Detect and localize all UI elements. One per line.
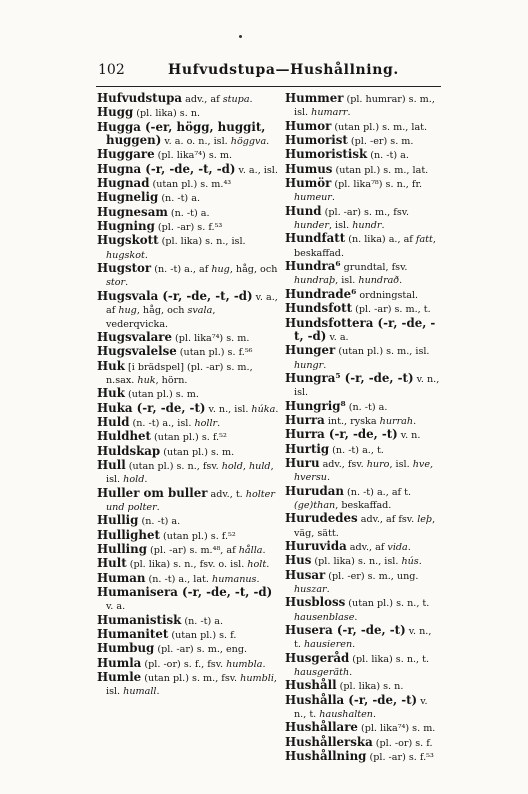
dictionary-entry <box>97 543 280 557</box>
dictionary-entry <box>285 694 441 722</box>
entry-grammar: (utan pl.) s. n., fsv. <box>125 460 222 472</box>
entry-headword: Husar <box>285 567 326 582</box>
dictionary-entry <box>97 402 280 416</box>
entry-grammar: (n. -t) a., lat. <box>145 573 213 585</box>
entry-grammar: (utan pl.) s. m., isl. <box>335 346 430 358</box>
entry-text: . <box>144 474 148 486</box>
entry-headword: Hus <box>285 553 312 568</box>
entry-headword: Hummer <box>285 91 344 105</box>
entry-etymology: leþ <box>417 514 433 526</box>
entry-text: . <box>156 501 160 513</box>
entry-grammar: (utan pl.) s. f. <box>168 630 237 642</box>
entry-text: . <box>256 573 260 585</box>
entry-grammar: (pl. -ar) s. m., t. <box>352 304 431 316</box>
entry-headword: Hushåll <box>285 678 337 693</box>
dictionary-entry <box>285 177 441 205</box>
dictionary-entry <box>285 624 441 652</box>
entry-etymology: humeur <box>294 192 332 204</box>
entry-text: . <box>349 667 353 679</box>
entry-grammar: (n. -t) a. <box>345 401 388 413</box>
right-column <box>285 92 441 765</box>
dictionary-entry <box>97 148 280 162</box>
entry-grammar: (utan pl.) s. m. <box>160 446 235 458</box>
entry-headword: Hugning <box>97 219 155 234</box>
entry-headword: Hungrig⁸ <box>285 398 346 413</box>
entry-etymology: stor <box>106 277 126 289</box>
entry-grammar: (pl. -er) s. m. <box>347 136 414 148</box>
dictionary-entry <box>97 206 280 220</box>
dictionary-entry <box>97 445 280 459</box>
entry-etymology: huld <box>249 460 271 472</box>
entry-grammar: v. n., isl. <box>205 403 252 415</box>
dictionary-entry <box>285 540 441 554</box>
entry-headword: Humör <box>285 176 332 191</box>
dictionary-entry <box>97 163 280 177</box>
entry-headword: Hurra <box>285 412 325 427</box>
entry-etymology: hurrah <box>379 415 414 427</box>
entry-etymology: huk <box>137 374 156 386</box>
entry-text: . <box>249 94 253 105</box>
entry-grammar: (utan pl.) s. m., lat. <box>332 164 429 176</box>
entry-headword: Hurtig <box>285 441 330 456</box>
entry-grammar: v. a., af <box>106 291 278 317</box>
dictionary-entry <box>97 191 280 205</box>
entry-headword: Hugnad <box>97 176 150 191</box>
entry-headword: Huld <box>97 414 130 429</box>
entry-text: . <box>399 275 403 287</box>
entry-grammar: (utan pl.) s. m., fsv. <box>141 673 241 685</box>
entry-etymology: hundrað <box>358 275 400 287</box>
entry-text: , isl. <box>389 458 413 470</box>
entry-etymology: hunder <box>294 220 329 232</box>
entry-text: . <box>407 542 411 553</box>
dictionary-entry <box>285 260 441 288</box>
entry-headword: Hulling <box>97 542 147 556</box>
dictionary-entry <box>97 657 280 671</box>
entry-grammar: (pl. lika) s. n., fsv. o. isl. <box>126 559 248 571</box>
entry-grammar: (n. -t) a., af t. <box>344 486 412 498</box>
entry-text: , beskaffad. <box>294 234 436 259</box>
entry-etymology: hålla <box>238 545 263 556</box>
dictionary-entry <box>97 557 280 571</box>
entry-grammar: (utan pl.) s. f.⁵² <box>159 530 236 542</box>
entry-etymology: haushalten <box>319 709 373 721</box>
entry-grammar: [i brädspel] (pl. -ar) s. m., n.sax. <box>106 361 253 386</box>
dictionary-entry <box>285 372 441 400</box>
dictionary-entry <box>97 642 280 656</box>
dictionary-entry <box>97 529 280 543</box>
dictionary-entry <box>97 345 280 359</box>
dictionary-entry <box>97 290 280 331</box>
entry-headword: Hund <box>285 203 322 218</box>
entry-headword: Hugnesam <box>97 204 168 219</box>
dictionary-entry <box>285 344 441 372</box>
entry-grammar: (utan pl.) s. m. <box>124 389 199 401</box>
entry-text: . <box>275 403 279 415</box>
entry-headword: Hugsvalelse <box>97 344 177 359</box>
dictionary-entry <box>285 457 441 485</box>
entry-headword: Humla <box>97 655 142 670</box>
entry-etymology: hold <box>123 474 145 486</box>
entry-headword: Huka (-r, -de, -t) <box>97 400 206 415</box>
entry-text: . <box>326 584 330 596</box>
entry-grammar: (n. -t) a. <box>167 207 210 219</box>
dictionary-entry <box>97 586 280 614</box>
entry-etymology: hold <box>221 460 243 472</box>
entry-text: . <box>372 709 377 721</box>
dictionary-entry <box>97 121 280 149</box>
entry-text: . <box>352 639 356 651</box>
entry-headword: Human <box>97 570 146 585</box>
dictionary-entry <box>285 302 441 316</box>
entry-headword: Humanistisk <box>97 612 182 627</box>
entry-grammar: (n. -t) a. <box>181 615 224 627</box>
entry-grammar: (pl. humrar) s. m., isl. <box>294 94 435 119</box>
entry-grammar: adv., fsv. <box>319 458 367 470</box>
entry-grammar: v. n., t. <box>294 695 428 721</box>
entry-etymology: hug <box>118 305 137 317</box>
dictionary-entry <box>97 514 280 528</box>
entry-etymology: humall <box>123 686 157 698</box>
dictionary-entry <box>285 443 441 457</box>
entry-headword: Humbug <box>97 641 155 656</box>
entry-grammar: (pl. lika⁷⁴) s. m. <box>154 150 233 162</box>
entry-text: . <box>266 559 270 571</box>
entry-grammar: (utan pl.) s. f.⁵² <box>151 432 227 444</box>
entry-headword: Hugsvalare <box>97 329 172 344</box>
dictionary-entry <box>97 106 280 120</box>
entry-headword: Hugskott <box>97 233 159 248</box>
dictionary-entry <box>97 92 280 106</box>
entry-grammar: (pl. -ar) s. m.⁴⁸, af <box>147 545 239 556</box>
entry-headword: Hullig <box>97 513 139 528</box>
entry-text: . <box>125 277 129 289</box>
entry-grammar: v. a., isl. <box>235 164 278 176</box>
entry-text: . <box>331 192 335 204</box>
entry-grammar: adv., t. <box>207 488 246 500</box>
entry-grammar: (n. -t) a. <box>138 516 181 528</box>
entry-headword: Hushållerska <box>285 734 373 749</box>
entry-grammar: grundtal, fsv. <box>340 262 408 274</box>
entry-headword: Huk <box>97 358 125 373</box>
entry-etymology: hundr <box>352 220 382 232</box>
entry-etymology: (ge)than <box>294 499 336 511</box>
entry-headword: Hurudedes <box>285 511 358 526</box>
entry-etymology: holter und polter <box>106 488 275 513</box>
dictionary-entry <box>97 459 280 487</box>
entry-etymology: hús <box>401 556 419 568</box>
page-header <box>98 62 442 82</box>
entry-headword: Hurra (-r, -de, -t) <box>285 427 398 442</box>
entry-headword: Huldhet <box>97 429 151 444</box>
entry-grammar: (n. lika) a., af <box>345 234 416 246</box>
entry-text: . <box>354 611 358 623</box>
entry-grammar: (pl. lika⁷⁴) s. m. <box>171 332 250 344</box>
entry-grammar: (pl. -or) s. f., fsv. <box>141 658 227 670</box>
dictionary-entry <box>285 400 441 414</box>
dictionary-entry <box>97 628 280 642</box>
dictionary-entry <box>97 614 280 628</box>
entry-text: , håg, och <box>229 264 278 276</box>
entry-grammar: ordningstal. <box>356 289 419 301</box>
dictionary-entry <box>97 360 280 388</box>
entry-text: . <box>418 556 422 568</box>
entry-etymology: húka <box>251 403 276 415</box>
entry-headword: Husera (-r, -de, -t) <box>285 623 406 638</box>
dictionary-entry <box>285 163 441 177</box>
header-rule <box>96 86 441 87</box>
left-column <box>97 92 280 699</box>
entry-text: . <box>262 545 266 556</box>
dictionary-entry <box>285 554 441 568</box>
entry-text: , isl. <box>106 460 274 486</box>
entry-etymology: höggva <box>230 136 267 148</box>
entry-headword: Humus <box>285 161 333 176</box>
entry-headword: Hunger <box>285 343 336 358</box>
entry-etymology: hug <box>211 264 230 276</box>
entry-text: . <box>217 417 221 429</box>
entry-grammar: (pl. -ar) s. f.⁵³ <box>366 752 434 764</box>
entry-headword: Hullighet <box>97 527 160 542</box>
entry-headword: Humle <box>97 670 142 685</box>
entry-etymology: hugskot <box>106 249 145 261</box>
entry-text: . <box>262 658 266 670</box>
entry-grammar: (pl. -er) s. m., ung. <box>325 570 419 582</box>
dictionary-entry <box>285 205 441 233</box>
entry-headword: Husgeråd <box>285 650 350 665</box>
entry-headword: Huldskap <box>97 443 161 458</box>
entry-etymology: humarr <box>311 107 348 119</box>
entry-text: , väg, sätt. <box>294 514 436 539</box>
ink-dot <box>239 35 242 38</box>
entry-headword: Hundrade⁶ <box>285 286 357 301</box>
entry-etymology: humbli <box>240 673 274 685</box>
entry-headword: Hundra⁶ <box>285 259 341 274</box>
entry-text: . <box>413 415 417 427</box>
entry-etymology: huro <box>366 458 390 470</box>
dictionary-entry <box>285 736 441 750</box>
entry-headword: Hult <box>97 556 127 571</box>
entry-text: . <box>326 472 331 484</box>
entry-text: , hörn. <box>155 374 188 386</box>
entry-headword: Hushållning <box>285 749 367 764</box>
entry-headword: Huru <box>285 455 320 470</box>
entry-etymology: hollr <box>194 417 218 429</box>
entry-text: . <box>156 686 160 698</box>
entry-etymology: huszar <box>294 584 327 596</box>
entry-etymology: hausenblase <box>294 611 355 623</box>
dictionary-entry <box>97 487 280 515</box>
dictionary-entry <box>285 721 441 735</box>
dictionary-entry <box>285 414 441 428</box>
dictionary-entry <box>97 416 280 430</box>
entry-headword: Humoristisk <box>285 147 368 162</box>
entry-headword: Hugg <box>97 105 134 120</box>
entry-grammar: (n. -t) a. <box>367 150 409 162</box>
entry-headword: Hufvudstupa <box>97 91 183 105</box>
dictionary-entry <box>285 485 441 513</box>
entry-headword: Huruvida <box>285 539 347 553</box>
entry-headword: Hundsfott <box>285 301 353 316</box>
entry-headword: Hurudan <box>285 483 344 498</box>
entry-text: . <box>266 136 270 148</box>
entry-etymology: hungr <box>294 359 324 371</box>
entry-etymology: hausieren <box>303 639 353 651</box>
dictionary-entry <box>285 652 441 680</box>
entry-grammar: (n. -t) a., t. <box>329 444 384 456</box>
entry-etymology: holt <box>247 559 267 571</box>
entry-grammar: (pl. -ar) s. m., eng. <box>154 644 248 656</box>
entry-grammar: (pl. lika⁷⁸) s. n., fr. <box>331 179 423 191</box>
entry-headword: Huk <box>97 386 125 401</box>
running-title: Hufvudstupa—Hushållning. <box>168 62 399 78</box>
entry-headword: Huller om buller <box>97 485 208 500</box>
entry-headword: Hugstor <box>97 261 152 276</box>
entry-text: . <box>323 359 327 371</box>
entry-headword: Hugna (-r, -de, -t, -d) <box>97 161 236 176</box>
entry-etymology: fatt <box>415 234 433 246</box>
entry-headword: Hungra⁵ (-r, -de, -t) <box>285 370 414 385</box>
dictionary-entry <box>285 288 441 302</box>
entry-etymology: hve, hversu <box>294 458 434 484</box>
dictionary-entry <box>97 177 280 191</box>
dictionary-entry <box>285 232 441 260</box>
entry-headword: Hushålla (-r, -de, -t) <box>285 692 418 707</box>
entry-text: , håg, och <box>136 305 188 317</box>
entry-grammar: (pl. lika⁷⁴) s. m. <box>357 723 436 735</box>
dictionary-entry <box>97 671 280 699</box>
entry-etymology: svala <box>187 305 213 317</box>
entry-grammar: v. a. <box>326 331 349 343</box>
dictionary-entry <box>97 572 280 586</box>
entry-headword: Hundfatt <box>285 231 346 246</box>
entry-grammar: v. n. <box>397 430 421 442</box>
entry-grammar: (n. -t) a., af <box>151 264 212 276</box>
entry-grammar: (utan pl.) s. m., lat. <box>331 121 428 133</box>
entry-grammar: (pl. lika) s. n. <box>133 108 201 120</box>
entry-headword: Hugga (-er, högg, huggit, huggen) <box>97 119 266 148</box>
entry-grammar: (utan pl.) s. n., t. <box>345 598 430 610</box>
entry-headword: Humanitet <box>97 627 169 642</box>
entry-text: . <box>381 220 385 232</box>
entry-grammar: (pl. lika) s. n., t. <box>349 653 430 665</box>
dictionary-entry <box>285 596 441 624</box>
entry-etymology: stupa <box>222 94 250 105</box>
dictionary-entry <box>97 262 280 290</box>
entry-grammar: (pl. lika) s. n. <box>336 681 404 693</box>
entry-text: , <box>242 460 249 472</box>
entry-grammar: v. n., t. <box>294 626 432 651</box>
entry-grammar: adv., af fsv. <box>357 514 418 526</box>
entry-text: . <box>347 107 351 119</box>
dictionary-entry <box>285 148 441 162</box>
entry-etymology: hundraþ <box>294 275 336 287</box>
entry-grammar: (n. -t) a., isl. <box>129 417 195 429</box>
entry-headword: Hull <box>97 457 126 472</box>
entry-text: , isl. <box>106 673 277 698</box>
dictionary-entry <box>97 234 280 262</box>
entry-headword: Humor <box>285 118 332 133</box>
entry-headword: Hugnelig <box>97 190 159 205</box>
entry-grammar: (n. -t) a. <box>158 193 200 205</box>
entry-grammar: v. n., isl. <box>294 373 440 399</box>
dictionary-entry <box>97 430 280 444</box>
entry-grammar: (utan pl.) s. m.⁴³ <box>149 179 232 191</box>
dictionary-entry <box>97 387 280 401</box>
dictionary-entry <box>285 679 441 693</box>
dictionary-entry <box>97 331 280 345</box>
entry-etymology: humbla <box>226 658 263 670</box>
dictionary-entry <box>285 750 441 764</box>
entry-etymology: hausgeräth <box>294 667 350 679</box>
entry-text: , beskaffad. <box>335 499 392 511</box>
dictionary-entry <box>285 92 441 120</box>
entry-etymology: humanus <box>212 573 257 585</box>
entry-headword: Hundsfottera (-r, -de, -t, -d) <box>285 315 436 343</box>
entry-grammar: (pl. -ar) s. m., fsv. <box>321 206 410 218</box>
entry-grammar: (pl. lika) s. n., isl. <box>311 556 402 568</box>
entry-headword: Husbloss <box>285 595 346 610</box>
entry-grammar: v. a. <box>106 601 126 613</box>
entry-headword: Huggare <box>97 147 155 162</box>
entry-headword: Humanisera (-r, -de, -t, -d) <box>97 585 273 600</box>
entry-grammar: adv., af <box>346 542 388 553</box>
entry-etymology: vida <box>387 542 408 553</box>
entry-text: . <box>144 249 148 261</box>
entry-grammar: adv., af <box>182 94 223 105</box>
entry-grammar: (pl. -ar) s. f.⁵³ <box>154 222 223 234</box>
dictionary-entry <box>285 428 441 442</box>
dictionary-entry <box>285 569 441 597</box>
dictionary-entry <box>285 512 441 540</box>
entry-text: , isl. <box>328 220 353 232</box>
entry-headword: Hugsvala (-r, -de, -t, -d) <box>97 288 253 303</box>
dictionary-entry <box>285 120 441 134</box>
entry-grammar: (pl. lika) s. n., isl. <box>158 236 246 248</box>
entry-grammar: (pl. -or) s. f. <box>372 737 433 749</box>
page-number: 102 <box>98 62 125 78</box>
entry-text: , isl. <box>335 275 359 287</box>
dictionary-entry <box>285 134 441 148</box>
entry-headword: Humorist <box>285 133 348 148</box>
entry-grammar: (utan pl.) s. f.⁵⁶ <box>176 347 253 359</box>
entry-grammar: v. a. o. n., isl. <box>161 136 231 148</box>
entry-grammar: int., ryska <box>324 415 380 427</box>
dictionary-entry <box>285 317 441 345</box>
dictionary-entry <box>97 220 280 234</box>
entry-headword: Hushållare <box>285 720 358 735</box>
entry-text: , vederqvicka. <box>106 305 216 330</box>
